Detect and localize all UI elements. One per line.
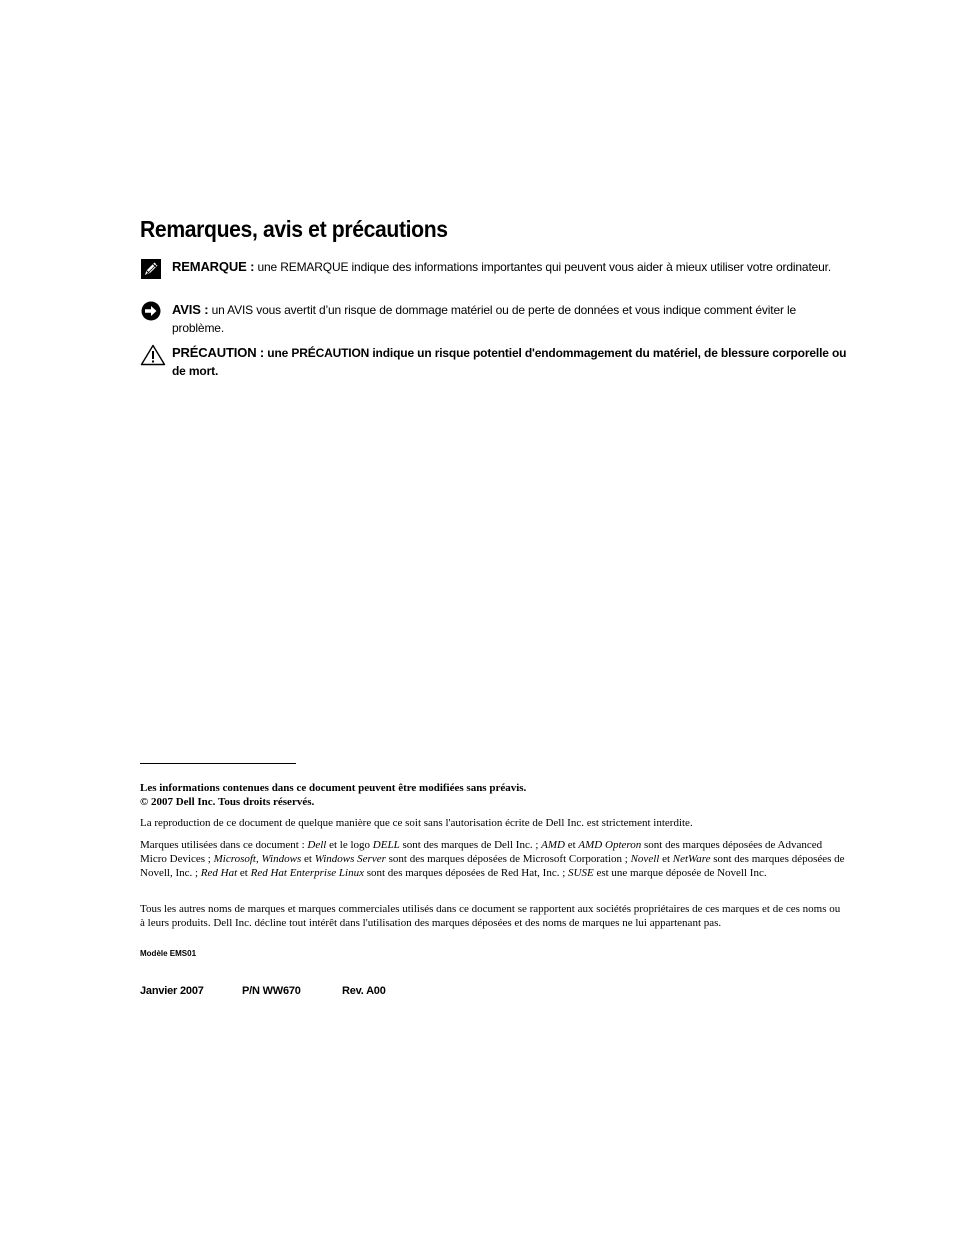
- trademark-netware: NetWare: [672, 853, 711, 865]
- copyright: © 2007 Dell Inc. Tous droits réservés.: [140, 796, 315, 808]
- publication-date: Janvier 2007: [140, 985, 204, 997]
- page-title: Remarques, avis et précautions: [140, 216, 448, 242]
- trademark-dell-logo: DELL: [372, 839, 400, 851]
- trademark-text: et: [659, 853, 673, 865]
- trademark-text: et: [237, 867, 251, 879]
- trademark-text: et le logo: [326, 839, 373, 851]
- trademark-red-hat: Red Hat: [200, 867, 238, 879]
- reproduction-notice: La reproduction de ce document de quelque manière que ce soit sans l'autorisation écrite de Dell Inc. est strictement interdite.: [140, 817, 693, 829]
- trademark-dell: Dell: [307, 839, 327, 851]
- notice-remarque-label: REMARQUE :: [172, 259, 255, 274]
- model-number: Modèle EMS01: [140, 949, 197, 958]
- trademark-suse: SUSE: [568, 867, 594, 879]
- trademark-novell: Novell: [630, 853, 660, 865]
- notice-avis-text: [172, 301, 850, 337]
- footnote-divider: [140, 763, 296, 764]
- notice-precaution-label: PRÉCAUTION :: [172, 345, 265, 360]
- trademark-amd: AMD: [541, 839, 565, 851]
- notice-remarque-body: une REMARQUE indique des informations importantes qui peuvent vous aider à mieux utiliser votre ordinateur.: [254, 260, 832, 274]
- notice-avis-body: un AVIS vous avertit d’un risque de dommage matériel ou de perte de données et vous indique comment éviter le problème.: [172, 303, 797, 335]
- revision: Rev. A00: [342, 985, 386, 997]
- notice-remarque: [140, 258, 850, 276]
- trademark-text: Marques utilisées dans ce document :: [140, 839, 308, 851]
- trademark-text: sont des marques déposées de Red Hat, Inc. ;: [363, 867, 569, 879]
- trademark-rhel: Red Hat Enterprise Linux: [250, 867, 364, 879]
- change-notice: Les informations contenues dans ce document peuvent être modifiées sans préavis.: [140, 782, 527, 794]
- trademarks-paragraph: [140, 838, 845, 880]
- trademark-text: sont des marques de Dell Inc. ;: [399, 839, 542, 851]
- part-number: P/N WW670: [242, 985, 301, 997]
- notice-precaution-text: [172, 344, 850, 380]
- trademark-text: sont des marques déposées de Microsoft Corporation ;: [385, 853, 631, 865]
- notice-precaution: [140, 344, 850, 380]
- notice-remarque-text: [172, 258, 850, 276]
- trademark-amd-opteron: AMD Opteron: [578, 839, 642, 851]
- trademark-microsoft: Microsoft, Windows: [213, 853, 302, 865]
- notice-avis: [140, 301, 850, 337]
- warning-triangle-icon: [140, 344, 164, 366]
- trademark-text: et: [301, 853, 315, 865]
- trademark-text: et: [564, 839, 579, 851]
- notice-avis-label: AVIS :: [172, 302, 209, 317]
- notice-precaution-body: une PRÉCAUTION indique un risque potentiel d'endommagement du matériel, de blessure corporelle ou de mort.: [172, 346, 847, 378]
- trademark-text: est une marque déposée de Novell Inc.: [593, 867, 767, 879]
- arrow-circle-icon: [140, 301, 164, 323]
- trademark-text: sont des marques déposées de Advanced Micro Devices ;: [140, 839, 823, 865]
- trademark-text: sont des marques déposées de Novell, Inc. ;: [140, 853, 845, 879]
- other-marks-paragraph: Tous les autres noms de marques et marques commerciales utilisés dans ce document se rapportent aux sociétés propriétaires de ces marques et de ces noms ou à leurs produits. Dell Inc. décline tout intérêt dans l'utilisation des marques déposées et des noms de marques ne lui appartenant pas.: [140, 903, 841, 929]
- pencil-note-icon: [140, 258, 164, 280]
- trademark-windows-server: Windows Server: [314, 853, 386, 865]
